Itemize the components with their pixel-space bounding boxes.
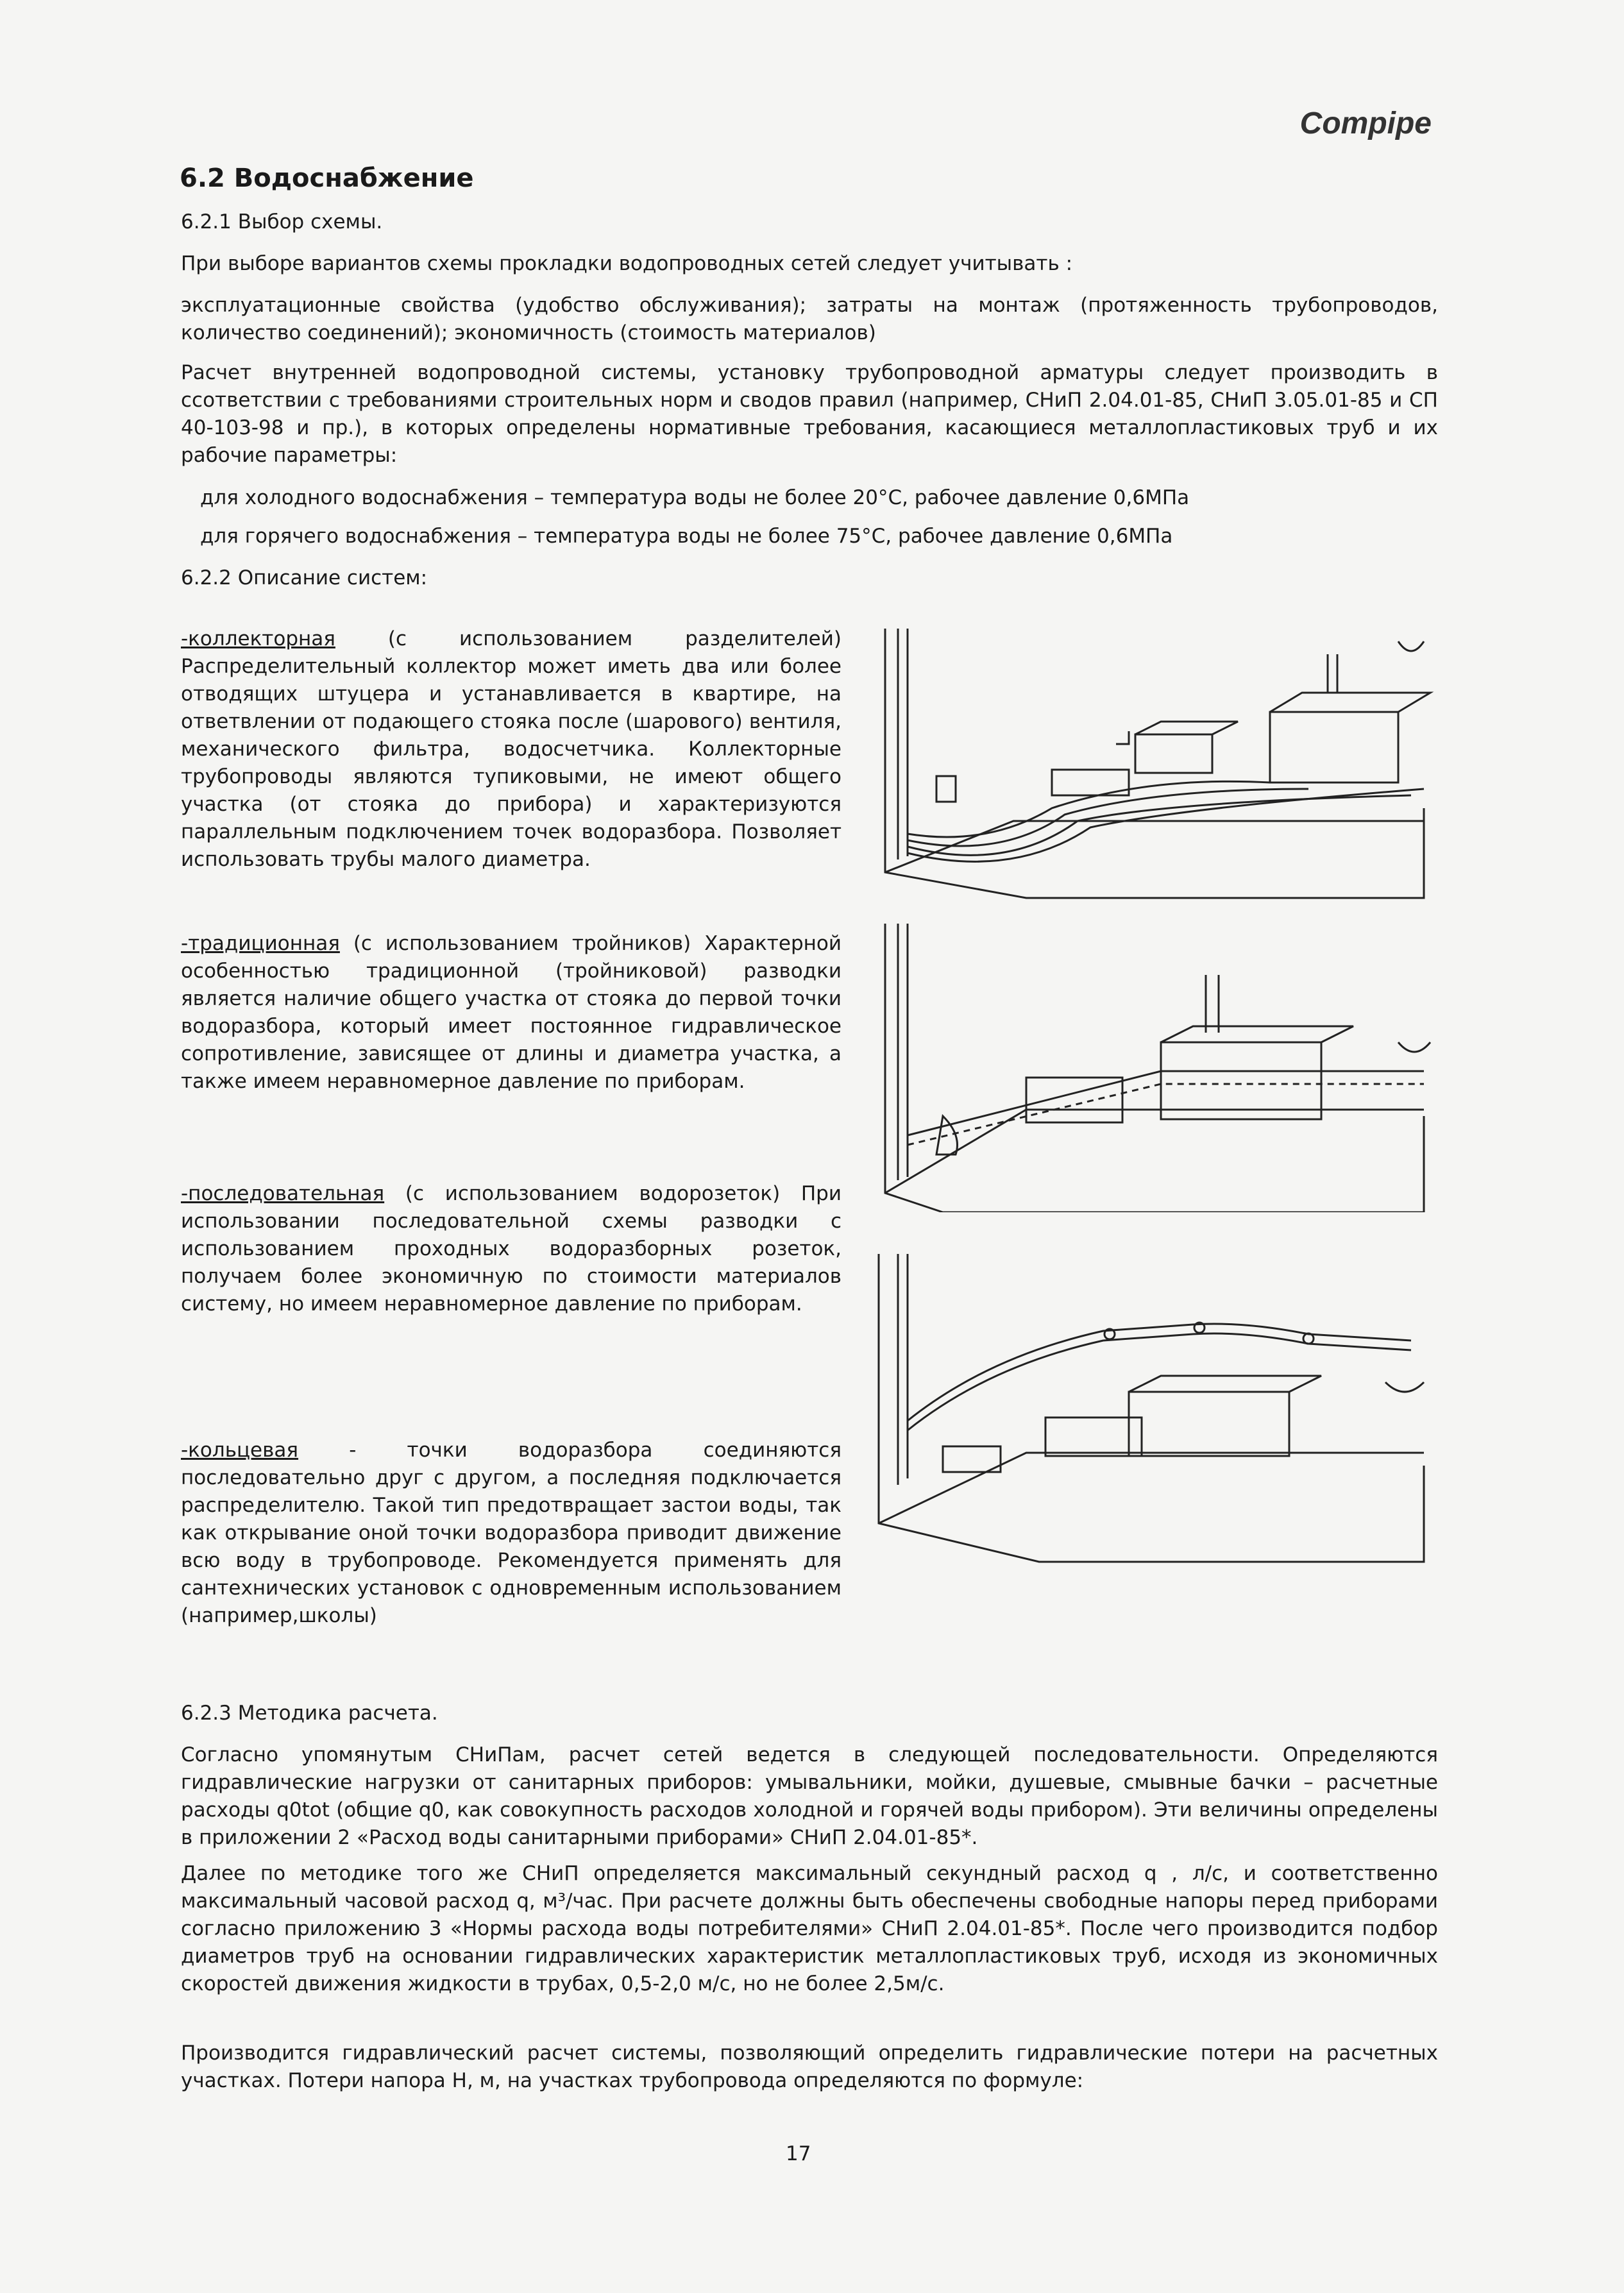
- system-traditional-text: (с использованием тройников) Характерной особенностью традиционной (тройниковой) разводки является наличие общего участка от стояка до первой точки водоразбора, который имеет постоянное гидравлическое сопротивление, зависящее от длины и диаметра участка, а также имеем неравномерное давление по приборам.: [181, 932, 842, 1093]
- system-collector: [181, 625, 842, 874]
- paragraph-method-1: Согласно упомянутым СНиПам, расчет сетей ведется в следующей последовательности. Определяются гидравлические нагрузки от санитарных приборов: умывальники, мойки, душевые, смывные бачки – расчетные расходы q0tot (общие q0, как совокупность расходов холодной и горячей воды прибором). Эти величины определены в приложении 2 «Расход воды санитарными приборами» СНиП 2.04.01-85*.: [181, 1743, 1438, 1849]
- paragraph-intro: При выборе вариантов схемы прокладки водопроводных сетей следует учитывать :: [181, 252, 1073, 275]
- system-traditional-name: -традиционная: [181, 932, 340, 955]
- requirement-cold-water: для холодного водоснабжения – температура воды не более 20°С, рабочее давление 0,6МПа: [200, 486, 1190, 509]
- subsection-6-2-2: 6.2.2 Описание систем:: [181, 566, 428, 589]
- system-collector-name: -коллекторная: [181, 627, 335, 650]
- brand-logo: Compipe: [1299, 106, 1432, 140]
- figure-traditional-scheme: [859, 924, 1437, 1212]
- paragraph-method-3: Производится гидравлический расчет системы, позволяющий определить гидравлические потери на расчетных участках. Потери напора Н, м, на участках трубопровода определяются по формуле:: [181, 2042, 1438, 2092]
- section-title: 6.2 Водоснабжение: [180, 164, 474, 193]
- subsection-6-2-1: 6.2.1 Выбор схемы.: [181, 210, 383, 233]
- paragraph-calculation: Расчет внутренней водопроводной системы, установку трубопроводной арматуры следует производить в ссответствии с требованиями строительных норм и сводов правил (например, СНиП 2.04.01-85, СНиП 3.05.01-85 и СП 40-103-98 и пр.), в которых определены нормативные требования, касающиеся металлопластиковых труб и их рабочие параметры:: [181, 361, 1438, 467]
- system-sequential-name: -последовательная: [181, 1182, 385, 1205]
- paragraph-method-2: Далее по методике того же СНиП определяется максимальный секундный расход q , л/с, и соответственно максимальный часовой расход q, м³/час. При расчете должны быть обеспечены свободные напоры перед приборами согласно приложению 3 «Нормы расхода воды потребителями» СНиП 2.04.01-85*. После чего производится подбор диаметров труб на основании гидравлических характеристик металлопластиковых труб, исходя из экономичных скоростей движения жидкости в трубах, 0,5-2,0 м/с, но не более 2,5м/с.: [181, 1862, 1438, 1995]
- requirement-hot-water: для горячего водоснабжения – температура воды не более 75°С, рабочее давление 0,6МПа: [200, 525, 1173, 548]
- page-number: 17: [786, 2142, 811, 2165]
- system-ring: [181, 1437, 842, 1630]
- subsection-6-2-3: 6.2.3 Методика расчета.: [181, 1702, 438, 1725]
- paragraph-properties: эксплуатационные свойства (удобство обслуживания); затраты на монтаж (протяженность трубопроводов, количество соединений); экономичность (стоимость материалов): [181, 294, 1438, 344]
- system-ring-text: - точки водоразбора соединяются последовательно друг с другом, а последняя подключается распределителю. Такой тип предотвращает застои воды, так как открывание оной точки водоразбора приводит движение всю воду в трубопроводе. Рекомендуется применять для сантехнических установок с одновременным использованием (например,школы): [181, 1439, 842, 1627]
- system-sequential: [181, 1180, 842, 1318]
- system-collector-text: (с использованием разделителей) Распределительный коллектор может иметь два или более отводящих штуцера и устанавливается в квартире, на ответвлении от подающего стояка после (шарового) вентиля, механического фильтра, водосчетчика. Коллекторные трубопроводы являются тупиковыми, не имеют общего участка (от стояка до прибора) и характеризуются параллельным подключением точек водоразбора. Позволяет использовать трубы малого диаметра.: [181, 627, 842, 871]
- system-ring-name: -кольцевая: [181, 1439, 299, 1462]
- system-traditional: [181, 930, 842, 1096]
- system-sequential-text: (с использованием водорозеток) При использовании последовательной схемы разводки с использованием проходных водоразборных розеток, получаем более экономичную по стоимости материалов систему, но имеем неравномерное давление по приборам.: [181, 1182, 842, 1316]
- figure-collector-scheme: [859, 616, 1437, 904]
- figure-sequential-scheme: [859, 1254, 1437, 1575]
